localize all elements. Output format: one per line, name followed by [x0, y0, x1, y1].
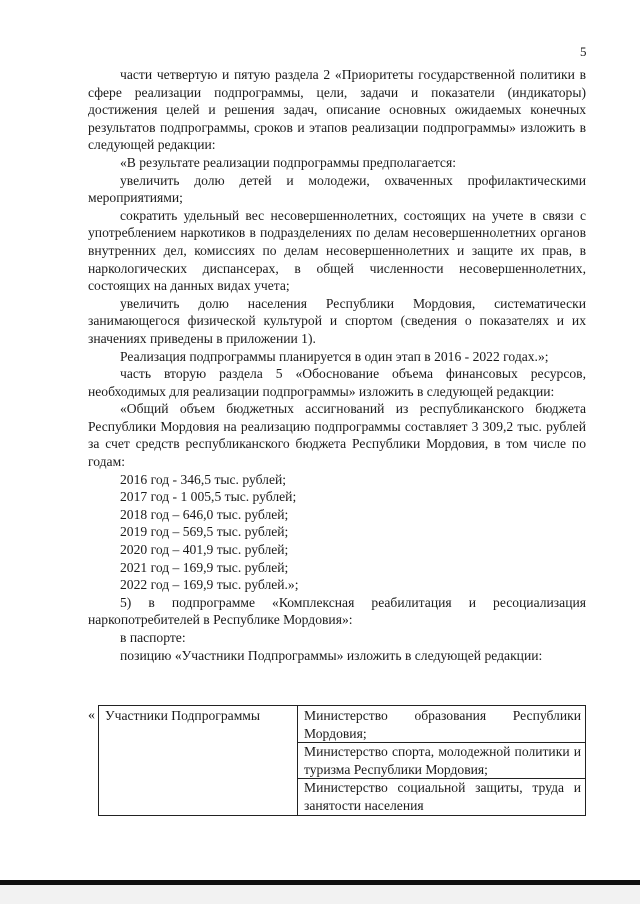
paragraph: Реализация подпрограммы планируется в один этап в 2016 - 2022 годах.»; — [120, 348, 549, 364]
participant-item: Министерство образования Республики Мордовия; — [298, 707, 585, 743]
participant-item: Министерство социальной защиты, труда и занятости населения — [304, 780, 581, 813]
page-number: 5 — [580, 44, 587, 59]
year-amount: 2016 год - 346,5 тыс. рублей; — [120, 471, 287, 487]
year-amount: 2020 год – 401,9 тыс. рублей; — [120, 542, 289, 558]
participant-item: Министерство спорта, молодежной политики и туризма Республики Мордовия; — [298, 743, 585, 779]
year-amount: 2022 год – 169,9 тыс. рублей.»; — [120, 577, 299, 593]
passport-table — [98, 705, 586, 816]
year-amount: 2018 год – 646,0 тыс. рублей; — [120, 506, 289, 522]
paragraph: позицию «Участники Подпрограммы» изложить в следующей редакции: — [120, 647, 543, 663]
scan-margin — [0, 885, 640, 904]
year-amount: 2019 год – 569,5 тыс. рублей; — [120, 524, 289, 540]
paragraph: «Общий объем бюджетных ассигнований из республиканского бюджета Республики Мордовия на реализацию подпрограммы составляет 3 309,2 тыс. рублей за счет средств республиканского бюджета Республики Мордовия, в том числе по годам: — [88, 401, 586, 470]
table-row — [99, 706, 586, 816]
year-amount: 2017 год - 1 005,5 тыс. рублей; — [120, 489, 297, 505]
passport-value-cell — [298, 706, 586, 816]
paragraph: увеличить долю населения Республики Мордовия, систематически занимающегося физической культурой и спортом (сведения о показателях и их значениях приведены в приложении 1). — [88, 295, 586, 346]
opening-quote: « — [88, 708, 95, 723]
passport-label-cell: Участники Подпрограммы — [99, 706, 298, 816]
paragraph: часть вторую раздела 5 «Обоснование объема финансовых ресурсов, необходимых для реализации подпрограммы» изложить в следующей редакции: — [88, 366, 586, 399]
paragraph: сократить удельный вес несовершеннолетних, состоящих на учете в связи с употреблением наркотиков в подразделениях по делам несовершеннолетних органов внутренних дел, комиссиях по делам несовершеннолетних и защите их прав, в наркологических диспансерах, в общей численности несовершеннолетних, состоящих на данных видах учета; — [88, 207, 586, 294]
paragraph: 5) в подпрограмме «Комплексная реабилитация и ресоциализация наркопотребителей в Республике Мордовия»: — [88, 594, 586, 628]
document-body — [88, 66, 586, 664]
year-amount: 2021 год – 169,9 тыс. рублей; — [120, 559, 289, 575]
paragraph: увеличить долю детей и молодежи, охваченных профилактическими мероприятиями; — [88, 172, 586, 206]
paragraph: в паспорте: — [120, 630, 186, 645]
paragraph: «В результате реализации подпрограммы предполагается: — [120, 154, 456, 170]
paragraph: части четвертую и пятую раздела 2 «Приоритеты государственной политики в сфере реализации подпрограммы, цели, задачи и показатели (индикаторы) достижения целей и решения задач, описание основных ожидаемых конечных результатов подпрограммы, сроков и этапов реализации подпрограммы» изложить в следующей редакции: — [88, 67, 586, 153]
